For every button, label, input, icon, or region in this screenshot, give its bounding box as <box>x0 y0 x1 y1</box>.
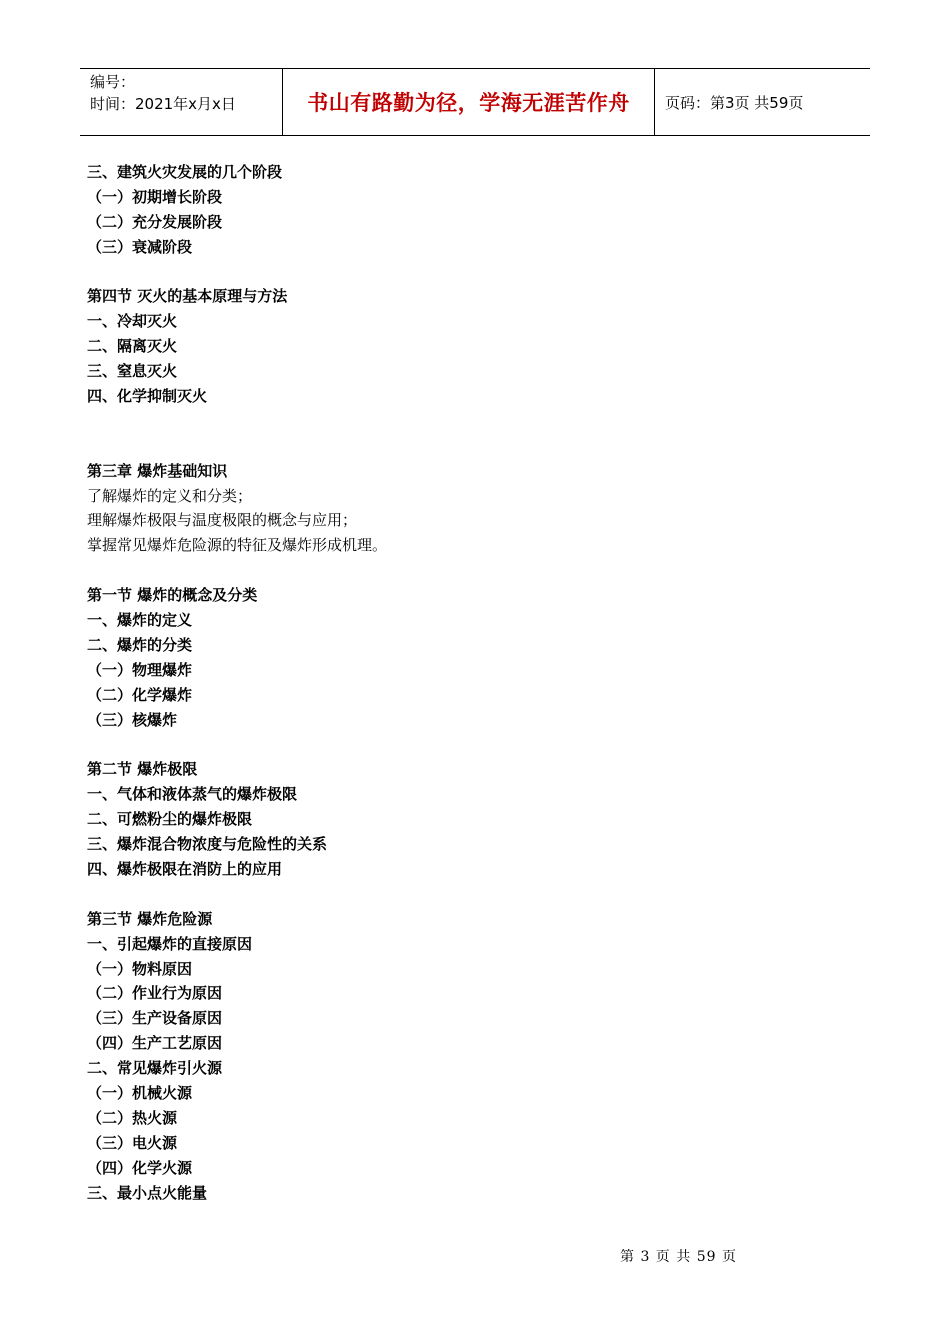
outline-line: 第四节 灭火的基本原理与方法 <box>87 287 288 306</box>
outline-line: 二、可燃粉尘的爆炸极限 <box>87 810 253 829</box>
outline-line: 二、爆炸的分类 <box>87 635 193 654</box>
outline-line: （二）作业行为原因 <box>87 984 223 1003</box>
outline-line: 第三章 爆炸基础知识 <box>87 461 228 480</box>
outline-line: 二、隔离灭火 <box>87 337 178 356</box>
outline-line: （四）生产工艺原因 <box>87 1034 223 1053</box>
outline-line: 四、化学抑制灭火 <box>87 387 208 406</box>
outline-line: （一）初期增长阶段 <box>87 187 223 206</box>
blank-line <box>87 732 867 757</box>
document-body <box>87 160 867 1205</box>
outline-line: 第二节 爆炸极限 <box>87 760 198 779</box>
outline-line: （三）衰减阶段 <box>87 237 193 256</box>
page-header <box>80 68 870 136</box>
outline-line: 一、冷却灭火 <box>87 312 178 331</box>
outline-line: 三、爆炸混合物浓度与危险性的关系 <box>87 835 328 854</box>
blank-line <box>87 260 867 285</box>
outline-line: 理解爆炸极限与温度极限的概念与应用； <box>87 511 358 530</box>
outline-line: 掌握常见爆炸危险源的特征及爆炸形成机理。 <box>87 536 388 555</box>
header-motto-cell <box>282 69 655 135</box>
outline-line: 了解爆炸的定义和分类； <box>87 486 253 505</box>
outline-line: （三）生产设备原因 <box>87 1009 223 1028</box>
header-left-cell <box>80 69 282 135</box>
outline-line: 第三节 爆炸危险源 <box>87 909 213 928</box>
page-footer: 第 3 页 共 59 页 <box>620 1249 737 1265</box>
outline-line: （三）核爆炸 <box>87 710 178 729</box>
blank-line <box>87 409 867 434</box>
outline-line: （一）机械火源 <box>87 1083 193 1102</box>
blank-line <box>87 434 867 459</box>
outline-line: （二）热火源 <box>87 1108 178 1127</box>
outline-line: （三）电火源 <box>87 1133 178 1152</box>
outline-line: 三、窒息灭火 <box>87 362 178 381</box>
outline-line: 一、引起爆炸的直接原因 <box>87 934 253 953</box>
outline-line: 一、爆炸的定义 <box>87 611 193 630</box>
outline-line: 三、建筑火灾发展的几个阶段 <box>87 163 283 181</box>
outline-line: （四）化学火源 <box>87 1158 193 1177</box>
blank-line <box>87 882 867 907</box>
outline-line: 一、气体和液体蒸气的爆炸极限 <box>87 785 298 804</box>
outline-line: （一）物料原因 <box>87 959 193 978</box>
outline-line: 四、爆炸极限在消防上的应用 <box>87 859 283 878</box>
outline-line: （二）化学爆炸 <box>87 685 193 704</box>
header-right-cell <box>655 69 870 135</box>
motto-text: 书山有路勤为径，学海无涯苦作舟 <box>307 91 630 115</box>
page-info: 页码：第3页 共59页 <box>665 93 804 112</box>
outline-line: （一）物理爆炸 <box>87 660 193 679</box>
date-label: 时间：2021年x月x日 <box>90 95 236 113</box>
outline-line: （二）充分发展阶段 <box>87 212 223 231</box>
outline-line: 三、最小点火能量 <box>87 1183 208 1202</box>
blank-line <box>87 558 867 583</box>
outline-line: 二、常见爆炸引火源 <box>87 1059 223 1078</box>
outline-line: 第一节 爆炸的概念及分类 <box>87 586 258 605</box>
serial-label: 编号： <box>90 73 136 91</box>
